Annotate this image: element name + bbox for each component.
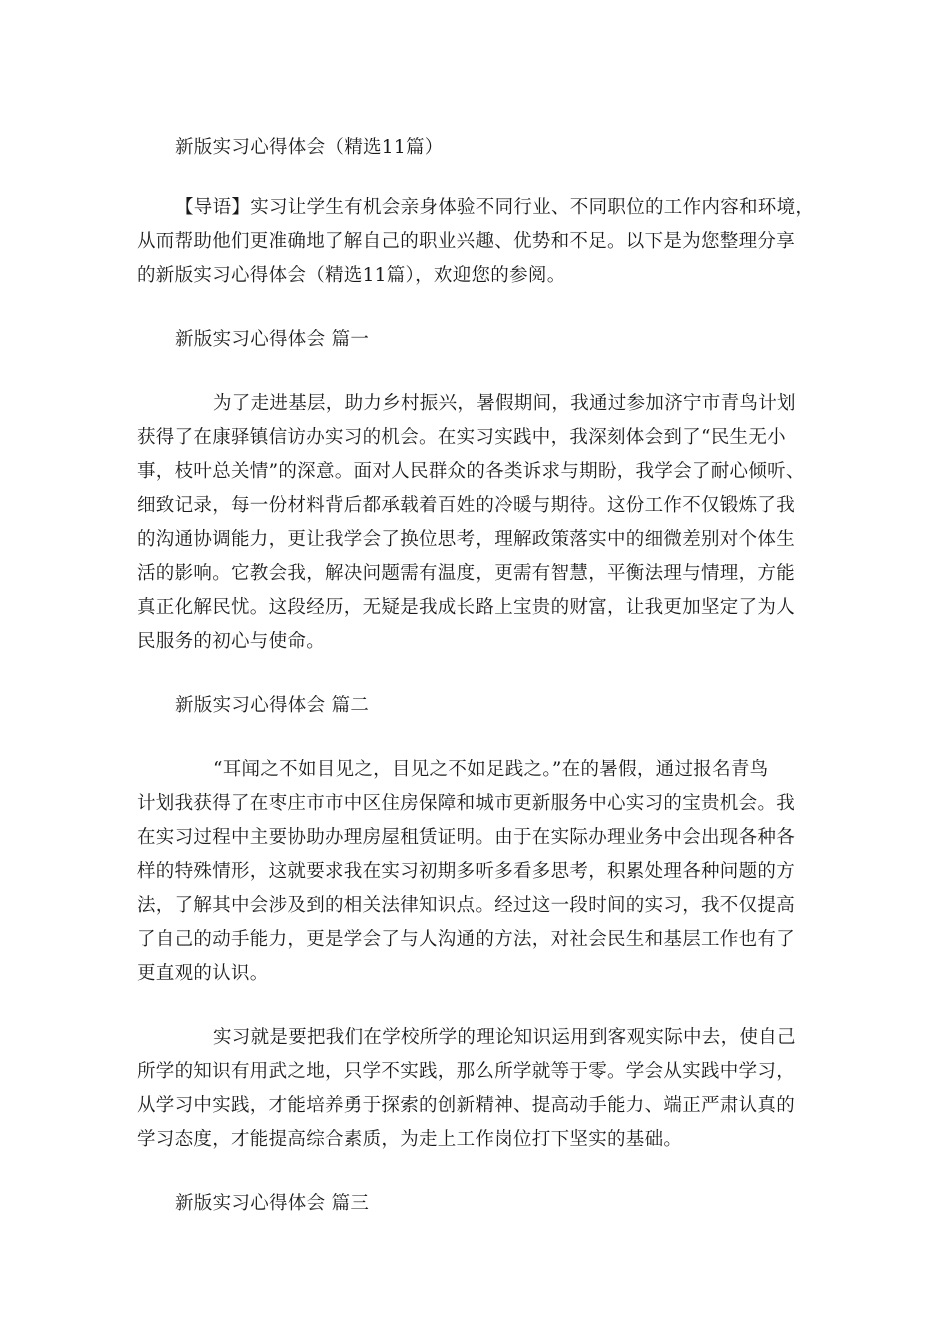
- paragraph-line: 更直观的认识。: [137, 963, 269, 984]
- paragraph-line: 法，了解其中会涉及到的相关法律知识点。经过这一段时间的实习，我不仅提高: [137, 895, 796, 916]
- paragraph-line: 了自己的动手能力，更是学会了与人沟通的方法，对社会民生和基层工作也有了: [137, 929, 796, 950]
- intro-line: 【导语】实习让学生有机会亲身体验不同行业、不同职位的工作内容和环境，: [175, 197, 815, 218]
- paragraph-line: 民服务的初心与使命。: [137, 631, 326, 652]
- paragraph-line: 为了走进基层，助力乡村振兴，暑假期间，我通过参加济宁市青鸟计划: [213, 393, 796, 414]
- intro-line: 从而帮助他们更准确地了解自己的职业兴趣、优势和不足。以下是为您整理分享: [137, 231, 796, 252]
- paragraph-line: 样的特殊情形，这就要求我在实习初期多听多看多思考，积累处理各种问题的方: [137, 861, 796, 882]
- paragraph-line: “耳闻之不如目见之，目见之不如足践之。”在的暑假，通过报名青鸟: [213, 759, 769, 780]
- section-paragraph: [137, 387, 813, 659]
- paragraph-line: 细致记录，每一份材料背后都承载着百姓的冷暖与期待。这份工作不仅锻炼了我: [137, 495, 796, 516]
- paragraph-line: 活的影响。它教会我，解决问题需有温度，更需有智慧，平衡法理与情理，方能: [137, 563, 796, 584]
- paragraph-line: 事，枝叶总关情”的深意。面对人民群众的各类诉求与期盼，我学会了耐心倾听、: [137, 461, 805, 482]
- paragraph-line: 计划我获得了在枣庄市市中区住房保障和城市更新服务中心实习的宝贵机会。我: [137, 793, 796, 814]
- paragraph-line: 学习态度，才能提高综合素质，为走上工作岗位打下坚实的基础。: [137, 1129, 683, 1150]
- paragraph-line: 实习就是要把我们在学校所学的理论知识运用到客观实际中去，使自己: [213, 1027, 796, 1048]
- document-body: [137, 131, 813, 1221]
- section-heading: 新版实习心得体会 篇三: [175, 1193, 370, 1214]
- paragraph-line: 获得了在康驿镇信访办实习的机会。在实习实践中，我深刻体会到了“民生无小: [137, 427, 786, 448]
- section-paragraph: [137, 753, 813, 991]
- paragraph-line: 从学习中实践，才能培养勇于探索的创新精神、提高动手能力、端正严肃认真的: [137, 1095, 796, 1116]
- paragraph-line: 在实习过程中主要协助办理房屋租赁证明。由于在实际办理业务中会出现各种各: [137, 827, 796, 848]
- document-title: 新版实习心得体会（精选11篇）: [175, 137, 444, 158]
- paragraph-line: 所学的知识有用武之地，只学不实践，那么所学就等于零。学会从实践中学习，: [137, 1061, 796, 1082]
- intro-line: 的新版实习心得体会（精选11篇），欢迎您的参阅。: [137, 265, 566, 286]
- intro-paragraph: [137, 191, 813, 293]
- section-heading: 新版实习心得体会 篇二: [175, 695, 370, 716]
- section-paragraph: [137, 1021, 813, 1157]
- paragraph-line: 真正化解民忧。这段经历，无疑是我成长路上宝贵的财富，让我更加坚定了为人: [137, 597, 796, 618]
- section-heading: 新版实习心得体会 篇一: [175, 329, 370, 350]
- paragraph-line: 的沟通协调能力，更让我学会了换位思考，理解政策落实中的细微差别对个体生: [137, 529, 796, 550]
